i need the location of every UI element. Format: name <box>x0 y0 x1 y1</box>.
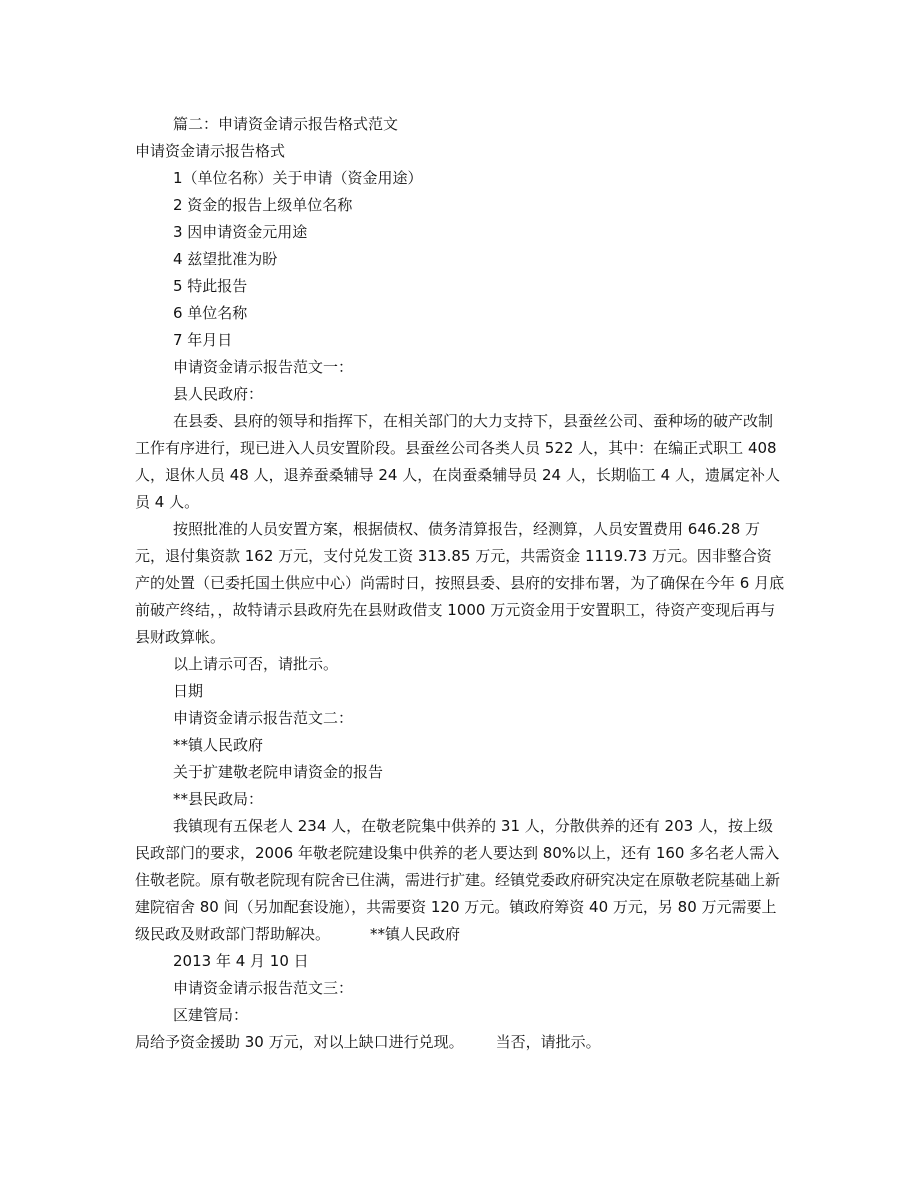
format-item: 4 兹望批准为盼 <box>173 250 278 268</box>
format-item: 7 年月日 <box>173 331 233 349</box>
sample2-body-text: 我镇现有五保老人 234 人，在敬老院集中供养的 31 人，分散供养的还有 203 人，按上级民政部门的要求，2006 年敬老院建设集中供养的老人要达到 80%以上，还有 160 多名老人需入住敬老院。原有敬老院现有院舍已住满，需进行扩建。经镇党委政府研究决定在原敬老院基础上新建院宿舍 80 间（另加配套设施），共需要资 120 万元。镇政府筹资 40 万元，另 80 万元需要上级民政及财政部门帮助解决。 <box>135 817 781 943</box>
document-page <box>135 111 785 1056</box>
sample2-paragraph <box>135 813 785 948</box>
format-item: 6 单位名称 <box>173 304 248 322</box>
sample3-fragment: 局给予资金援助 30 万元，对以上缺口进行兑现。 <box>135 1033 464 1051</box>
sample2-title: 申请资金请示报告范文二： <box>173 709 354 727</box>
sample3-closing: 当否，请批示。 <box>495 1033 601 1051</box>
format-item: 2 资金的报告上级单位名称 <box>173 196 353 214</box>
sample1-paragraph-1: 在县委、县府的领导和指挥下，在相关部门的大力支持下，县蚕丝公司、蚕种场的破产改制工作有序进行，现已进入人员安置阶段。县蚕丝公司各类人员 522 人，其中：在编正式职工 408 人，退休人员 48 人，退养蚕桑辅导 24 人，在岗蚕桑辅导员 24 人，长期临工 4 人，遗属定补人员 4 人。 <box>135 412 780 511</box>
format-item: 1（单位名称）关于申请（资金用途） <box>173 169 423 187</box>
sample2-signature: **镇人民政府 <box>370 925 461 943</box>
sample2-addressee: **县民政局： <box>173 790 264 808</box>
sample1-addressee: 县人民政府： <box>173 385 264 403</box>
section-heading: 篇二：申请资金请示报告格式范文 <box>173 115 399 133</box>
sample1-date: 日期 <box>173 682 204 700</box>
format-item: 5 特此报告 <box>173 277 248 295</box>
sample1-closing: 以上请示可否，请批示。 <box>173 655 339 673</box>
sample2-sender: **镇人民政府 <box>173 736 264 754</box>
sample1-title: 申请资金请示报告范文一： <box>173 358 354 376</box>
sample1-paragraph-2: 按照批准的人员安置方案，根据债权、债务清算报告，经测算，人员安置费用 646.28 万元，退付集资款 162 万元，支付兑发工资 313.85 万元，共需资金 1119.73 万元。因非整合资产的处置（已委托国土供应中心）尚需时日，按照县委、县府的安排布署，为了确保在今年 6 月底前破产终结，，故特请示县政府先在县财政借支 1000 万元资金用于安置职工，待资产变现后再与县财政算帐。 <box>135 520 785 646</box>
sample3-addressee: 区建管局： <box>173 1006 249 1024</box>
sample3-fragment-line <box>135 1029 785 1056</box>
format-title: 申请资金请示报告格式 <box>135 142 286 160</box>
sample2-date: 2013 年 4 月 10 日 <box>173 952 309 970</box>
sample3-title: 申请资金请示报告范文三： <box>173 979 354 997</box>
sample2-subject: 关于扩建敬老院申请资金的报告 <box>173 763 384 781</box>
format-item: 3 因申请资金元用途 <box>173 223 308 241</box>
